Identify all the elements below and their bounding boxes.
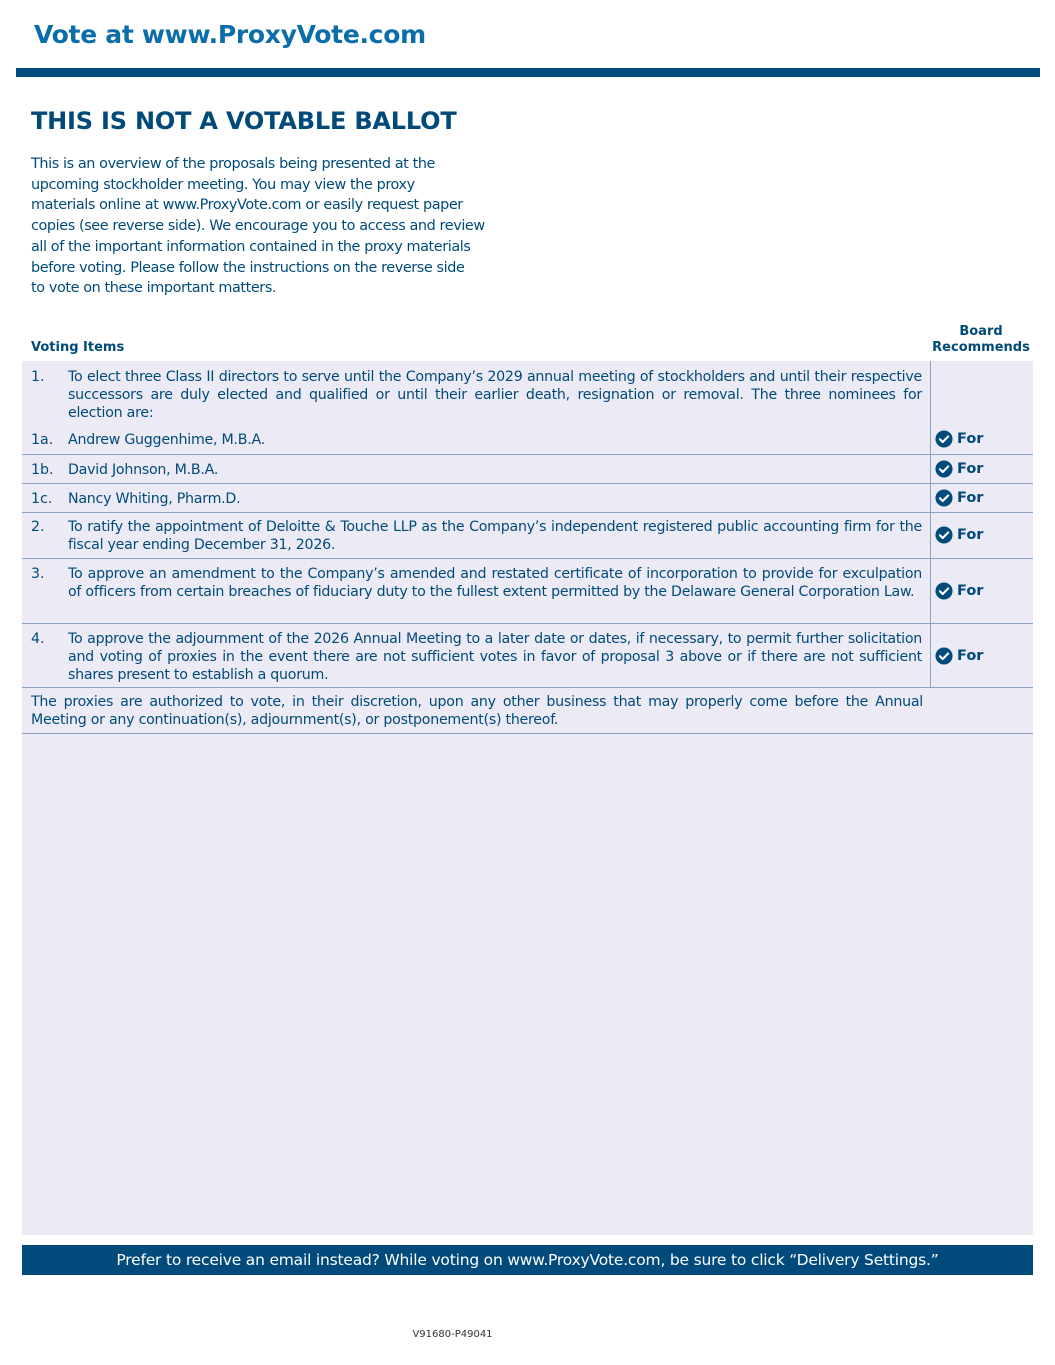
column-divider [930, 559, 931, 623]
recommendation-label: For [957, 648, 984, 664]
board-recommends-header: Board Recommends [932, 324, 1030, 355]
site-title[interactable]: Vote at www.ProxyVote.com [34, 20, 426, 49]
other-business-text: The proxies are authorized to vote, in their discretion, upon any other business that may properly come before the Annual Meeting or any continuation(s), adjournment(s), or postponement(s) thereof. [31, 694, 923, 728]
recommendation-label: For [957, 461, 984, 477]
board-recommendation [935, 430, 983, 448]
column-divider [930, 513, 931, 558]
recommendation-label: For [957, 490, 984, 506]
column-divider [930, 455, 931, 483]
other-business-row [22, 688, 1033, 734]
item-number: 2. [31, 519, 45, 535]
column-divider [930, 624, 931, 687]
board-recommendation [935, 582, 983, 600]
column-divider [930, 484, 931, 512]
check-circle-icon [935, 526, 953, 544]
header-divider [16, 68, 1040, 77]
voting-item-row [22, 513, 1033, 559]
voting-item-row [22, 455, 1033, 484]
item-text: To elect three Class II directors to serve until the Company’s 2029 annual meeting of stockholders and until their respective successors are duly elected and qualified or until their earlier death, resignation or removal. The three nominees for election are: [68, 369, 922, 421]
item-number: 3. [31, 566, 45, 582]
item-text: To approve the adjournment of the 2026 Annual Meeting to a later date or dates, if necessary, to permit further solicitation and voting of proxies in the event there are not sufficient votes in favor of proposal 3 above or if there are not sufficient shares present to establish a quorum. [68, 631, 922, 683]
document-code: V91680-P49041 [412, 1329, 493, 1340]
check-circle-icon [935, 582, 953, 600]
recommendation-label: For [957, 583, 984, 599]
item-number: 1a. [31, 432, 54, 448]
item-number: 1c. [31, 491, 53, 507]
check-circle-icon [935, 460, 953, 478]
item-text: Andrew Guggenhime, M.B.A. [68, 432, 265, 448]
email-notice-banner: Prefer to receive an email instead? While voting on www.ProxyVote.com, be sure to click “Delivery Settings.” [22, 1245, 1033, 1275]
voting-item-row [22, 559, 1033, 624]
column-divider [930, 424, 931, 454]
item-number: 1b. [31, 462, 54, 478]
check-circle-icon [935, 430, 953, 448]
intro-paragraph: This is an overview of the proposals being presented at the upcoming stockholder meeting. You may view the proxy materials online at www.ProxyVote.com or easily request paper copies (see reverse side). We encourage you to access and review all of the important information contained in the proxy materials before voting. Please follow the instructions on the reverse side to vote on these important matters. [31, 156, 485, 297]
voting-items-header: Voting Items [31, 340, 125, 355]
item-text: To ratify the appointment of Deloitte & Touche LLP as the Company’s independent registered public accounting firm for the fiscal year ending December 31, 2026. [68, 519, 922, 553]
check-circle-icon [935, 647, 953, 665]
board-recommendation [935, 489, 983, 507]
item-text: To approve an amendment to the Company’s amended and restated certificate of incorporation to provide for exculpation of officers from certain breaches of fiduciary duty to the fullest extent permitted by the Delaware General Corporation Law. [68, 566, 922, 600]
recommendation-label: For [957, 431, 984, 447]
item-number: 1. [31, 369, 45, 385]
board-recommendation [935, 647, 983, 665]
item-text: David Johnson, M.B.A. [68, 462, 219, 478]
column-divider [930, 361, 931, 424]
board-recommendation [935, 460, 983, 478]
voting-item-row [22, 484, 1033, 513]
item-text: Nancy Whiting, Pharm.D. [68, 491, 241, 507]
voting-item-row [22, 624, 1033, 688]
item-number: 4. [31, 631, 45, 647]
check-circle-icon [935, 489, 953, 507]
voting-item-row [22, 424, 1033, 455]
voting-item-row [22, 361, 1033, 424]
page-title: THIS IS NOT A VOTABLE BALLOT [31, 107, 457, 135]
recommendation-label: For [957, 527, 984, 543]
board-recommendation [935, 526, 983, 544]
